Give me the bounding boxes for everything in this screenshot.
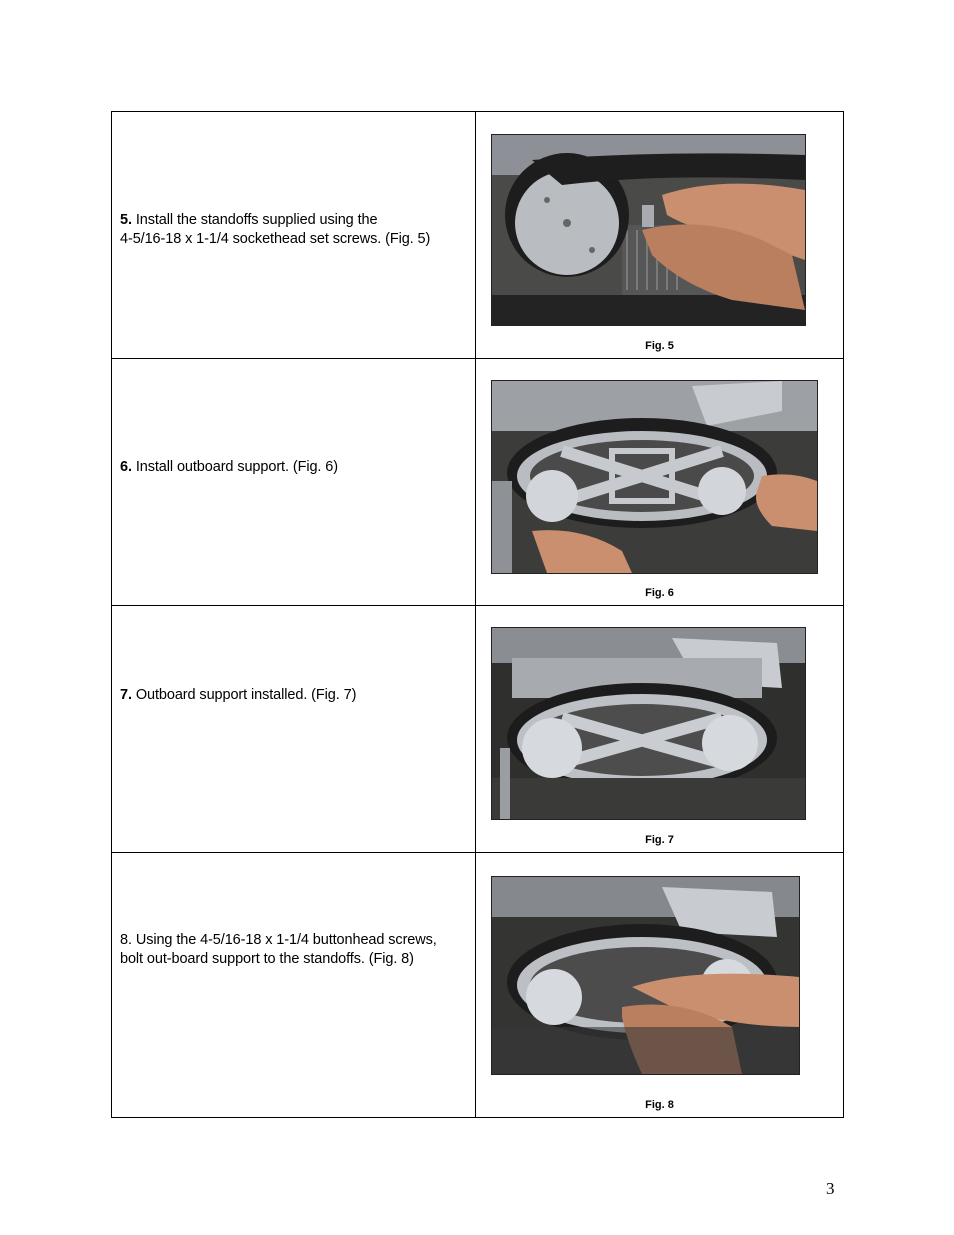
step-6-text: 6. Install outboard support. (Fig. 6): [120, 459, 338, 475]
step-8-figure-cell: [476, 853, 844, 1118]
fig-6-caption: Fig. 6: [645, 587, 674, 599]
step-row-5: [112, 112, 844, 359]
step-row-6: [112, 359, 844, 606]
fig-7-photo: [491, 627, 806, 820]
step-6-number: 6.: [120, 459, 132, 475]
fig-5-caption: Fig. 5: [645, 340, 674, 352]
step-7-number: 7.: [120, 687, 132, 703]
step-row-7: [112, 606, 844, 853]
instruction-steps-table: [111, 111, 844, 1118]
step-8-text: 8. Using the 4-5/16-18 x 1-1/4 buttonhead screws, bolt out-board support to the standoffs. (Fig. 8): [120, 932, 437, 967]
fig-7-caption: Fig. 7: [645, 834, 674, 846]
step-5-text: 5. Install the standoffs supplied using the 4-5/16-18 x 1-1/4 sockethead set screws. (Fig. 5): [120, 212, 431, 247]
fig-5-photo: [491, 134, 806, 326]
step-5-figure-cell: [476, 112, 844, 359]
step-6-figure-cell: [476, 359, 844, 606]
step-6-text-cell: [112, 359, 476, 606]
step-5-text-cell: [112, 112, 476, 359]
step-5-number: 5.: [120, 212, 132, 228]
fig-8-photo: [491, 876, 800, 1075]
step-row-8: [112, 853, 844, 1118]
step-7-figure-cell: [476, 606, 844, 853]
step-7-text-cell: [112, 606, 476, 853]
fig-6-photo: [491, 380, 818, 574]
fig-8-caption: Fig. 8: [645, 1099, 674, 1111]
page-number: 3: [826, 1179, 835, 1198]
step-7-text: 7. Outboard support installed. (Fig. 7): [120, 687, 357, 703]
step-8-text-cell: [112, 853, 476, 1118]
